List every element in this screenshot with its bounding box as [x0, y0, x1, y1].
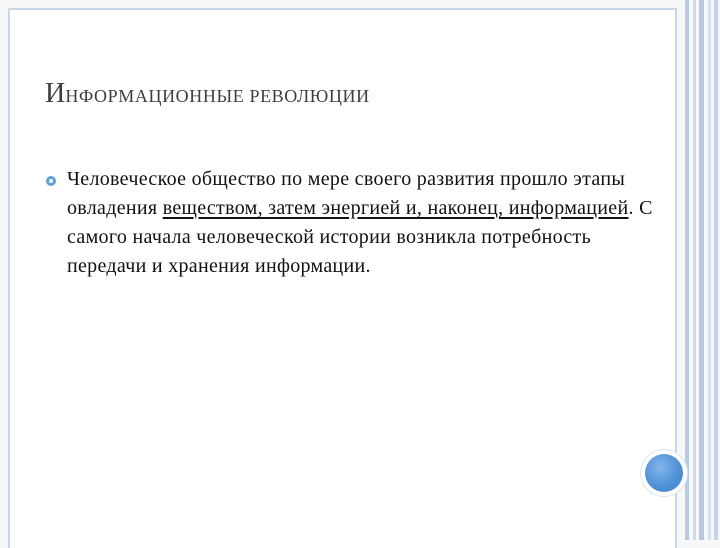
- circle-bullet-icon: [46, 176, 56, 186]
- blue-circle-icon[interactable]: [641, 450, 687, 496]
- bullet-text: [67, 165, 655, 281]
- slide-title: [45, 78, 370, 110]
- title-first-letter: И: [45, 78, 66, 109]
- bullet-item: [45, 165, 655, 281]
- bullet-underlined-text: веществом, затем энергией и, наконец, информацией: [162, 197, 629, 219]
- decorative-side-stripes: [683, 0, 720, 540]
- title-rest: НФОРМАЦИОННЫЕ РЕВОЛЮЦИИ: [65, 86, 370, 106]
- blue-circle-icon-fill: [645, 454, 683, 492]
- stripe: [708, 0, 711, 540]
- stripe: [714, 0, 718, 540]
- stripe: [693, 0, 696, 540]
- stripe: [699, 0, 704, 540]
- bullet-text-part-1: Человеческое общество по мере своего развития прошло этапы овладения: [67, 168, 626, 219]
- stripe: [685, 0, 689, 540]
- bullet-text-part-2: . С самого начала человеческой истории возникла потребность передачи и хранения информации.: [67, 197, 653, 277]
